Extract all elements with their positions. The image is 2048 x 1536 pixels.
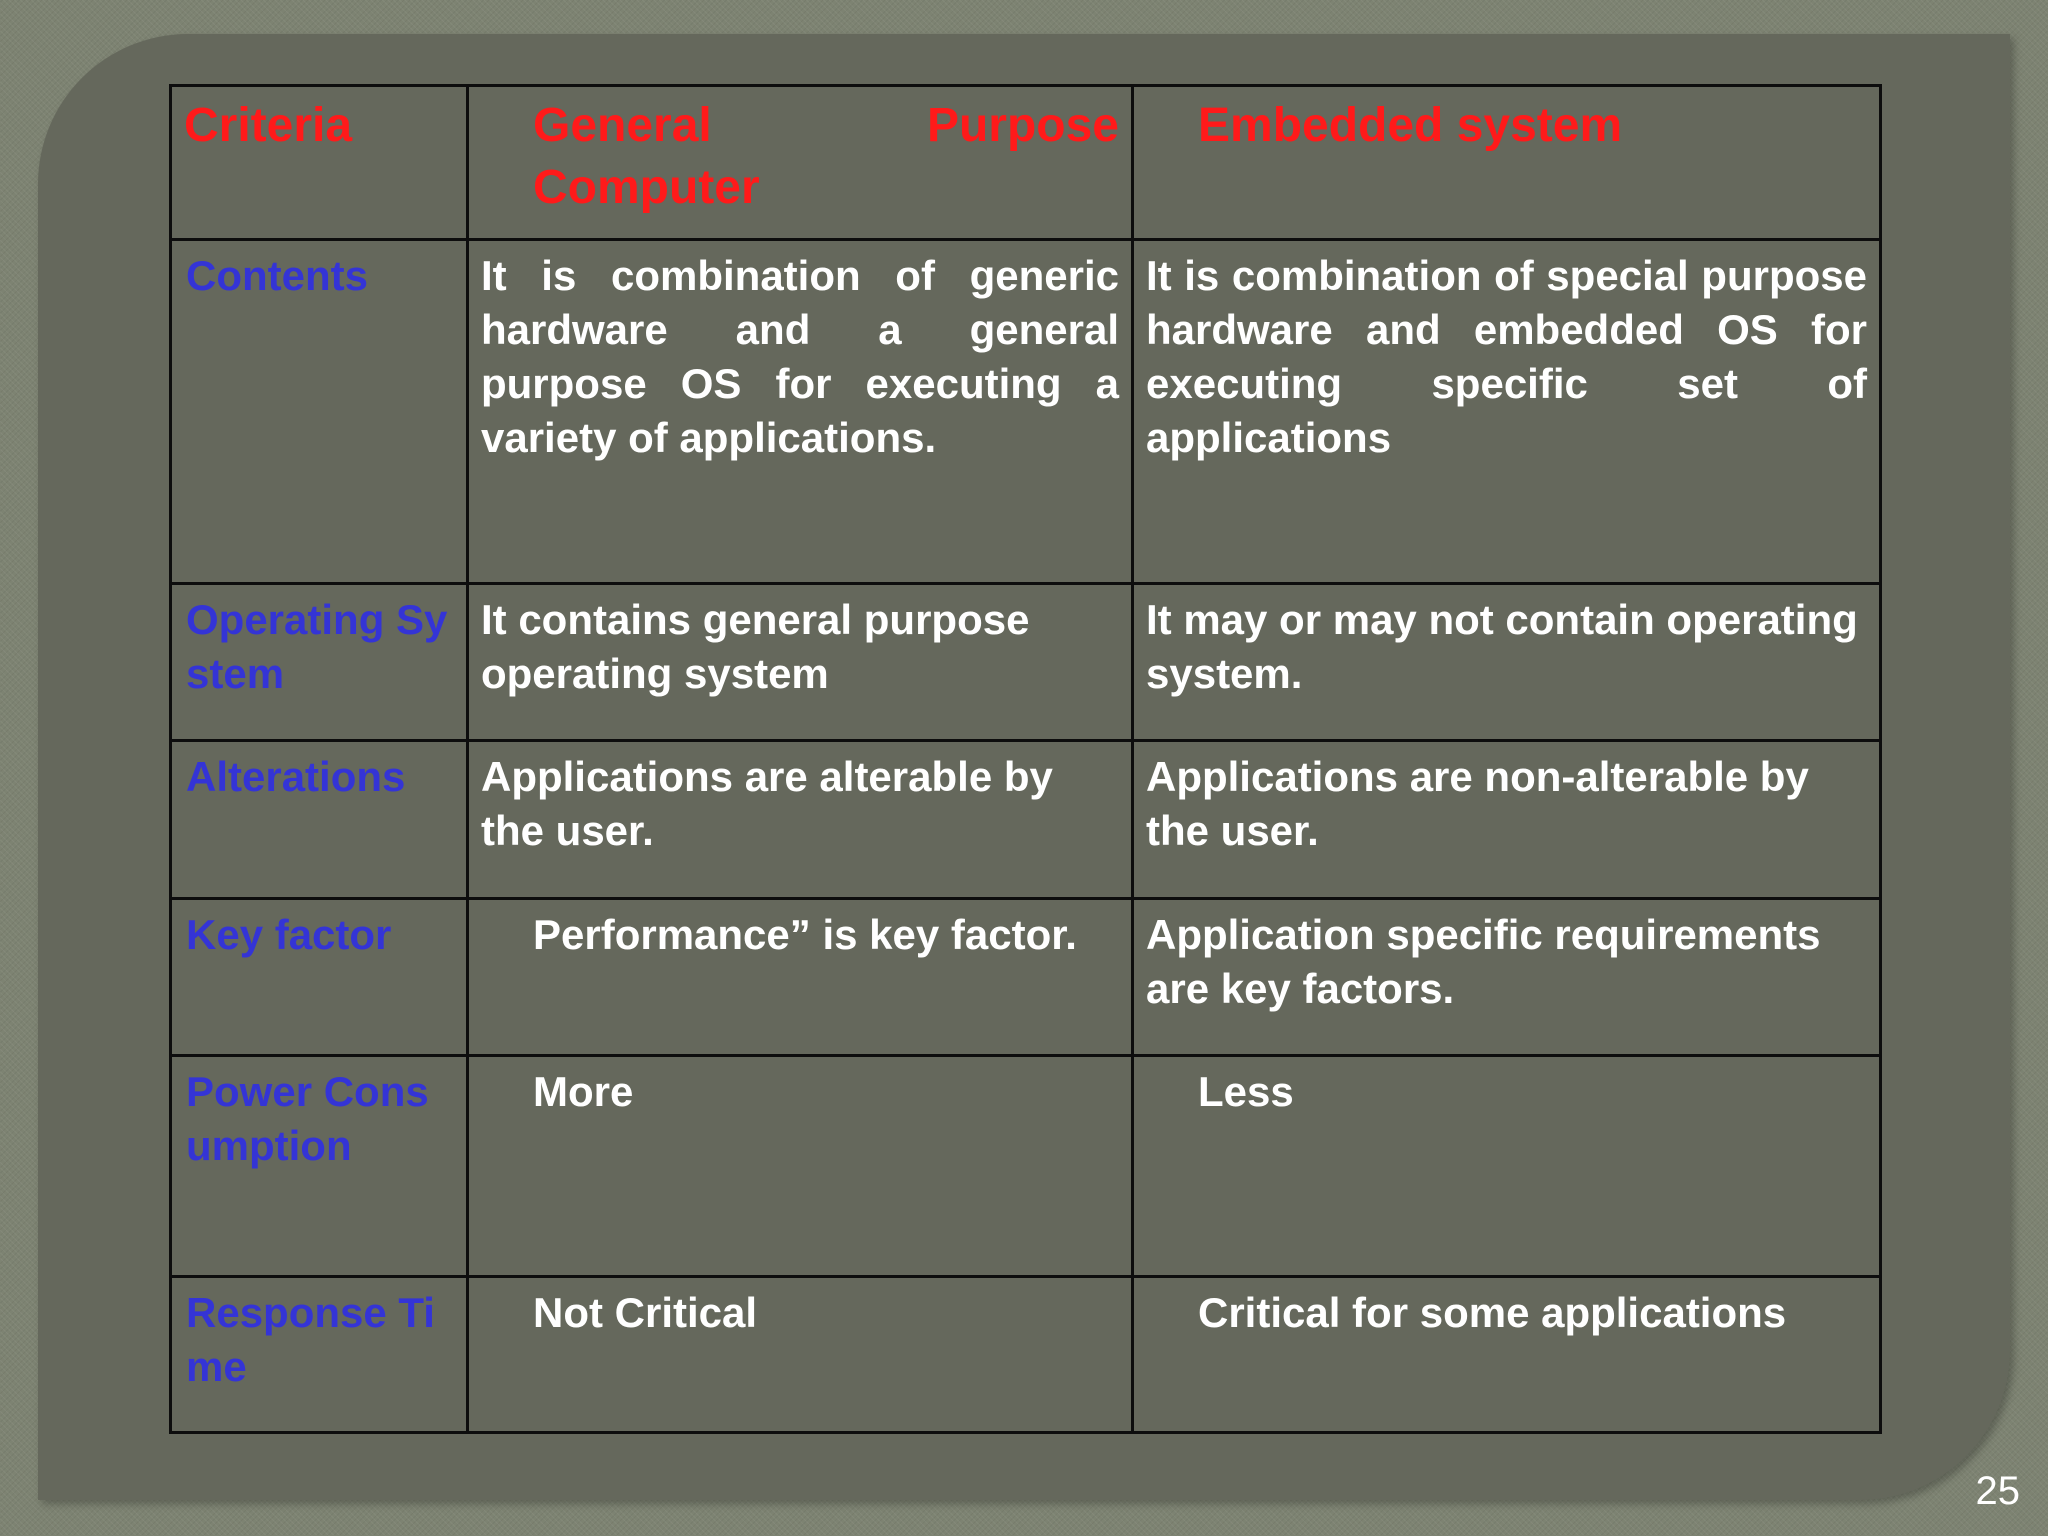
table-row bbox=[171, 1056, 1881, 1276]
criteria-operating-system: Operating System bbox=[171, 584, 468, 741]
table-row bbox=[171, 741, 1881, 898]
table-header-row bbox=[171, 86, 1881, 240]
embedded-response-time: Critical for some applications bbox=[1133, 1276, 1881, 1432]
embedded-power-consumption: Less bbox=[1133, 1056, 1881, 1276]
general-operating-system: It contains general purpose operating system bbox=[468, 584, 1133, 741]
comparison-table bbox=[169, 84, 1882, 1434]
criteria-alterations: Alterations bbox=[171, 741, 468, 898]
header-embedded: Embedded system bbox=[1133, 86, 1881, 240]
embedded-contents: It is combination of special purpose hardware and embedded OS for executing specific set of applications bbox=[1133, 240, 1881, 584]
header-criteria: Criteria bbox=[171, 86, 468, 240]
general-power-consumption: More bbox=[468, 1056, 1133, 1276]
table-row bbox=[171, 240, 1881, 584]
embedded-key-factor: Application specific requirements are key factors. bbox=[1133, 898, 1881, 1055]
criteria-response-time: Response Time bbox=[171, 1276, 468, 1432]
criteria-contents: Contents bbox=[171, 240, 468, 584]
general-alterations: Applications are alterable by the user. bbox=[468, 741, 1133, 898]
embedded-operating-system: It may or may not contain operating system. bbox=[1133, 584, 1881, 741]
table-row bbox=[171, 898, 1881, 1055]
general-key-factor: Performance” is key factor. bbox=[468, 898, 1133, 1055]
general-response-time: Not Critical bbox=[468, 1276, 1133, 1432]
criteria-power-consumption: Power Consumption bbox=[171, 1056, 468, 1276]
header-general-purpose: General Purpose Computer bbox=[468, 86, 1133, 240]
embedded-alterations: Applications are non-alterable by the user. bbox=[1133, 741, 1881, 898]
table-row bbox=[171, 1276, 1881, 1432]
criteria-key-factor: Key factor bbox=[171, 898, 468, 1055]
slide-number: 25 bbox=[1975, 1469, 2020, 1513]
general-contents: It is combination of generic hardware and a general purpose OS for executing a variety of applications. bbox=[468, 240, 1133, 584]
table-row bbox=[171, 584, 1881, 741]
